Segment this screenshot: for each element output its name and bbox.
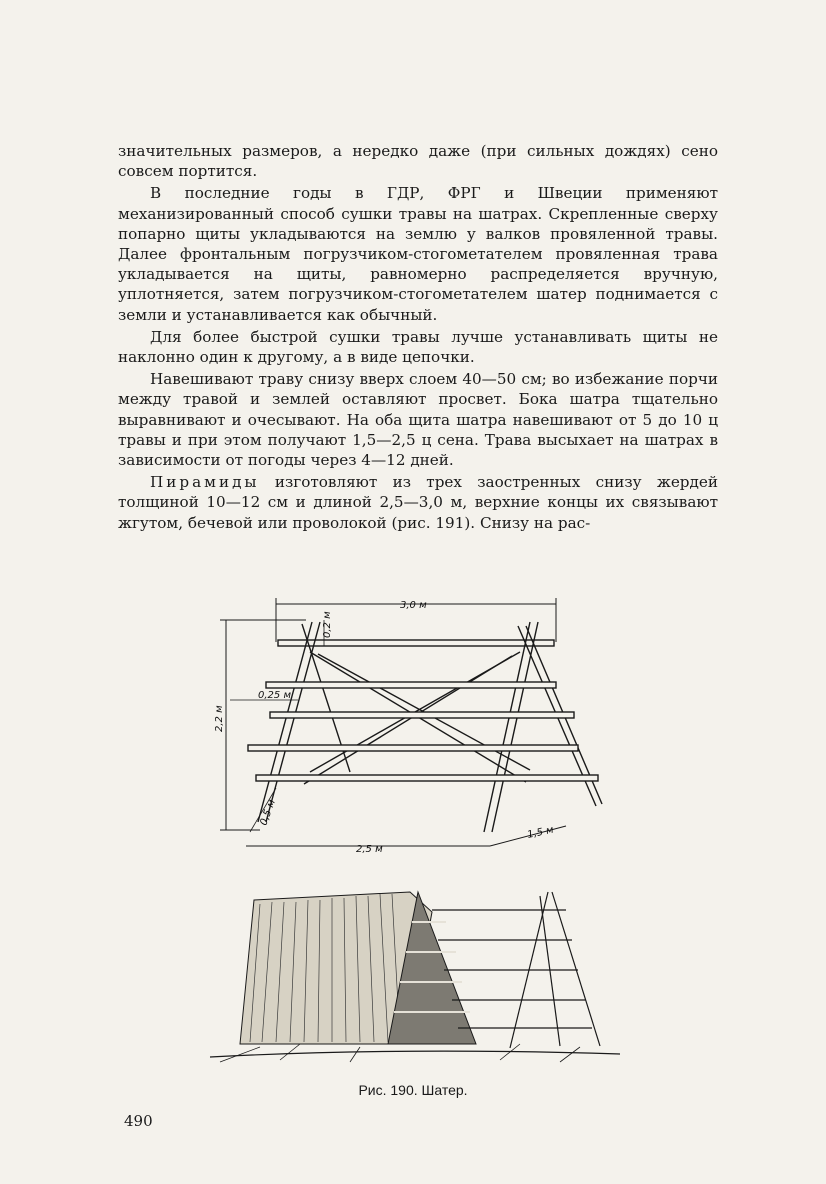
frame-diagram xyxy=(220,598,602,846)
paragraph-2: В последние годы в ГДР, ФРГ и Швеции применяют механизированный способ сушки травы на шатрах. Скрепленные сверху попарно щиты укладываются на землю у валков провяленной травы. Далее фронтальным погрузчиком-стогометателем провяленная трава укладывается на щиты, равномерно распределяется вручную, уплотняется, затем погрузчиком-стогометателем шатер поднимается с земли и устанавливается как обычный. xyxy=(118,184,718,324)
grass-tent-illustration xyxy=(210,892,620,1062)
paragraph-5-lead: Пирамиды xyxy=(150,473,260,492)
dim-depth: 1,5 м xyxy=(526,824,555,841)
figure-caption: Рис. 190. Шатер. xyxy=(358,1082,468,1098)
paragraph-1: значительных размеров, а нередко даже (при сильных дождях) сено совсем портится. xyxy=(118,142,718,181)
paragraph-4: Навешивают траву снизу вверх слоем 40—50 см; во избежание порчи между травой и землей оставляют просвет. Бока шатра тщательно выравнивают и очесывают. На оба щита шатра навешивают от 5 до 10 ц травы и при этом получают 1,5—2,5 ц сена. Трава высыхает на шатрах в зависимости от погоды через 4—12 дней. xyxy=(118,370,718,470)
dim-base-width: 2,5 м xyxy=(356,844,383,855)
body-text xyxy=(118,141,718,533)
figure-190 xyxy=(200,592,620,1072)
dim-top-width: 3,0 м xyxy=(400,600,427,611)
page-number: 490 xyxy=(124,1112,153,1130)
dim-rung-spacing: 0,25 м xyxy=(258,690,291,701)
paragraph-5 xyxy=(118,472,718,533)
dim-top-gap: 0,2 м xyxy=(322,611,333,638)
paragraph-5-text: изготовляют из трех заостренных снизу жердей толщиной 10—12 см и длиной 2,5—3,0 м, верхние концы их связывают жгутом, бечевой или проволокой (рис. 191). Снизу на рас- xyxy=(118,473,718,532)
paragraph-3: Для более быстрой сушки травы лучше устанавливать щиты не наклонно один к другому, а в виде цепочки. xyxy=(118,327,718,367)
shatyor-illustration xyxy=(200,592,620,1072)
dim-bottom-gap: 0,5 м xyxy=(258,798,278,828)
dim-height: 2,2 м xyxy=(214,705,225,732)
